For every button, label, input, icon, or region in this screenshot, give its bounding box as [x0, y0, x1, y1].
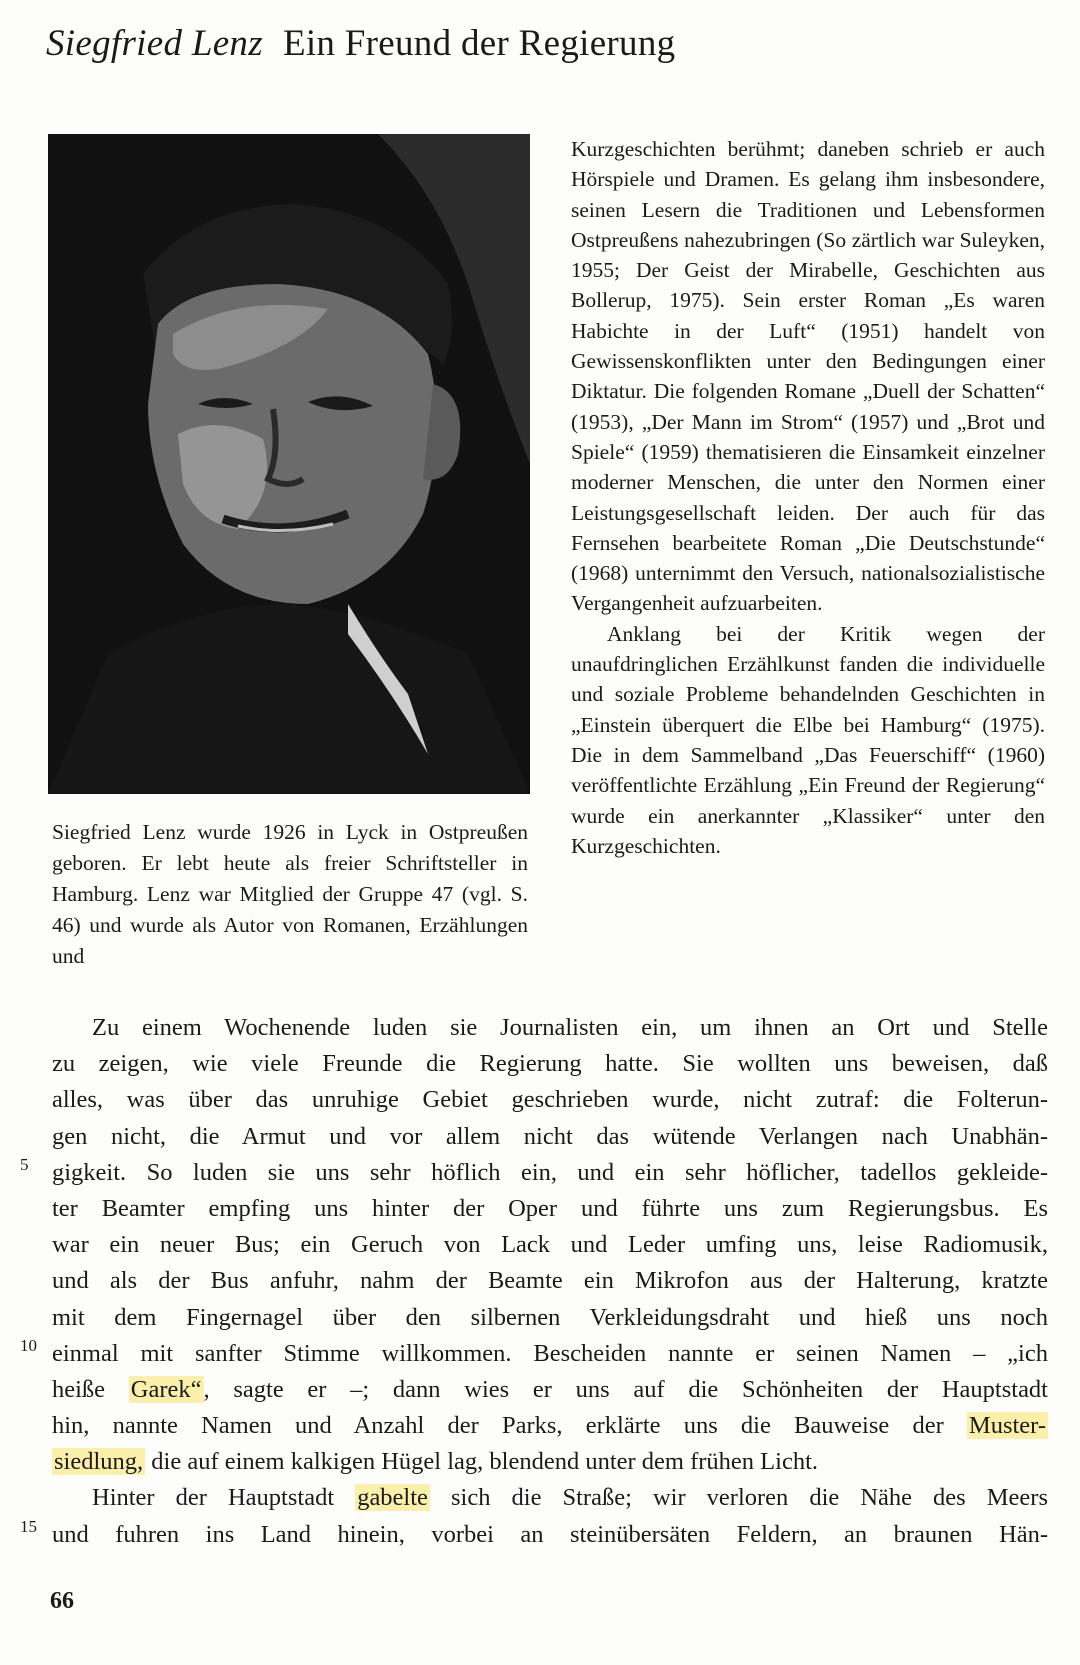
- story-line: [52, 1372, 1048, 1408]
- story-line: Zu einem Wochenende luden sie Journalisten ein, um ihnen an Ort und Stelle: [92, 1014, 1048, 1041]
- story-line: und fuhren ins Land hinein, vorbei an steinübersäten Feldern, an braunen Hän-: [52, 1520, 1048, 1548]
- story-text-segment: sich die Straße; wir verloren die Nähe des Meers: [451, 1484, 1048, 1512]
- biography-column: [571, 134, 1045, 861]
- page-header: [46, 22, 675, 65]
- biography-paragraph: Kurzgeschichten berühmt; daneben schrieb er auch Hörspiele und Dramen. Es gelang ihm insbesondere, seinen Lesern die Traditionen und Lebensformen Ostpreußens nahezubringen (So zärtlich war Suleyken, 1955; Der Geist der Mirabelle, Geschichten aus Bollerup, 1975). Sein erster Roman „Es waren Habichte in der Luft“ (1951) handelt von Gewissenskonflikten unter den Bedingungen einer Diktatur. Die folgenden Romane „Duell der Schatten“ (1953), „Der Mann im Strom“ (1957) und „Brot und Spiele“ (1959) thematisieren die Einsamkeit einzelner moderner Menschen, die unter den Normen einer Leistungsgesellschaft leiden. Der auch für das Fernsehen bearbeitete Roman „Die Deutschstunde“ (1968) unternimmt den Versuch, nationalsozialistische Vergangenheit aufzuarbeiten.: [571, 137, 1045, 616]
- story-line: [52, 1444, 1048, 1480]
- story-line: gigkeit. So luden sie uns sehr höflich ein, und ein sehr höflicher, tadellos gekleide-: [52, 1158, 1048, 1186]
- story-text-segment: , sagte er –; dann wies er uns auf die Schönheiten der Hauptstadt: [203, 1375, 1048, 1403]
- story-line: mit dem Fingernagel über den silbernen Verkleidungsdraht und hieß uns noch: [52, 1303, 1048, 1331]
- highlighted-word: Muster-: [968, 1412, 1046, 1440]
- story-line: [52, 1480, 1048, 1516]
- story-line: [52, 1408, 1048, 1444]
- page-number: 66: [50, 1588, 74, 1614]
- photo-caption: Siegfried Lenz wurde 1926 in Lyck in Ostpreußen geboren. Er lebt heute als freier Schriftsteller in Hamburg. Lenz war Mitglied der Gruppe 47 (vgl. S. 46) und wurde als Autor von Romanen, Erzählungen und: [52, 820, 528, 968]
- biography-paragraph: Anklang bei der Kritik wegen der unaufdringlichen Erzählkunst fanden die individuelle und soziale Probleme behandelnden Geschichten in „Einstein überquert die Elbe bei Hamburg“ (1975). Die in dem Sammelband „Das Feuerschiff“ (1960) veröffentlichte Erzählung „Ein Freund der Regierung“ wurde ein anerkannter „Klassiker“ unter den Kurzgeschichten.: [571, 621, 1045, 858]
- highlighted-word: gabelte: [357, 1484, 428, 1512]
- portrait-illustration: [48, 134, 530, 794]
- highlighted-word: Garek“: [130, 1375, 202, 1403]
- story-line: und als der Bus anfuhr, nahm der Beamte ein Mikrofon aus der Halterung, kratzte: [52, 1267, 1048, 1295]
- story-line: war ein neuer Bus; ein Geruch von Lack und Leder umfing uns, leise Radiomusik,: [52, 1231, 1048, 1259]
- story-text-segment: hin, nannte Namen und Anzahl der Parks, erklärte uns die Bauweise der: [52, 1412, 944, 1440]
- line-number: 10: [20, 1336, 37, 1355]
- story-text-segment: die auf einem kalkigen Hügel lag, blendend unter dem frühen Licht.: [151, 1448, 818, 1476]
- story-line: ter Beamter empfing uns hinter der Oper und führte uns zum Regierungsbus. Es: [52, 1194, 1048, 1222]
- story-text-segment: Hinter der Hauptstadt: [92, 1484, 335, 1512]
- line-number: 5: [20, 1155, 29, 1174]
- line-number: 15: [20, 1517, 37, 1536]
- story-text: [52, 1010, 1048, 1553]
- author-name: Siegfried Lenz: [46, 23, 263, 64]
- story-title: Ein Freund der Regierung: [282, 23, 676, 64]
- story-line: alles, was über das unruhige Gebiet geschrieben wurde, nicht zutraf: die Folterun-: [52, 1086, 1048, 1114]
- story-line: zu zeigen, wie viele Freunde die Regierung hatte. Sie wollten uns beweisen, daß: [52, 1050, 1048, 1078]
- story-line: einmal mit sanfter Stimme willkommen. Bescheiden nannte er seinen Namen – „ich: [52, 1339, 1048, 1367]
- story-text-segment: heiße: [52, 1375, 106, 1403]
- story-line: gen nicht, die Armut und vor allem nicht das wütende Verlangen nach Unabhän-: [52, 1122, 1048, 1150]
- highlighted-word: siedlung,: [54, 1448, 144, 1476]
- author-portrait-photo: [48, 134, 530, 794]
